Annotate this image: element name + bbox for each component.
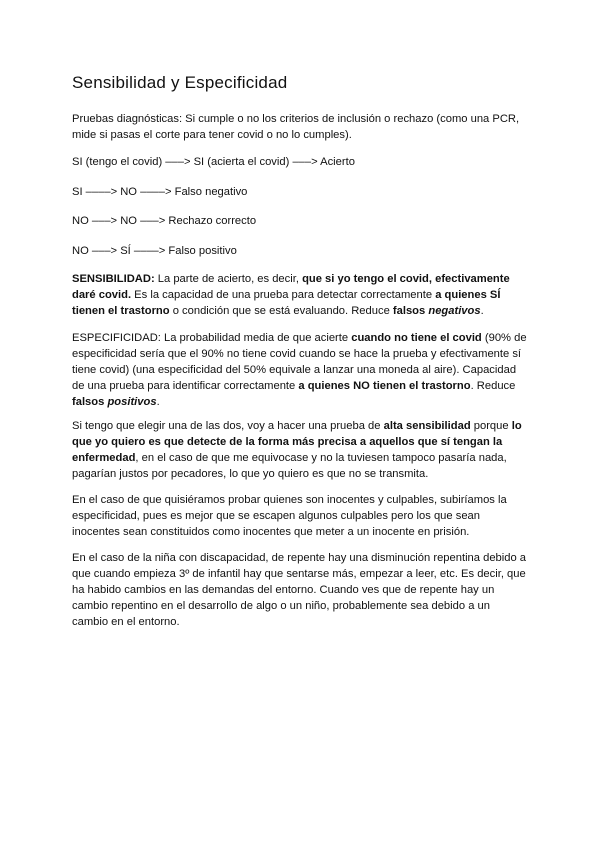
- eleccion-text-3: , en el caso de que me equivocase y no la tuviesen tampoco pasaría nada, pagarían justos por pecadores, lo que yo quiero es que no se transmita.: [72, 452, 507, 481]
- eleccion-paragraph: [72, 418, 528, 482]
- sensibilidad-text-2: Es la capacidad de una prueba para detectar correctamente: [131, 289, 436, 302]
- especificidad-paragraph: [72, 330, 528, 410]
- nina-paragraph: En el caso de la niña con discapacidad, de repente hay una disminución repentina debido a que cuando empieza 3º de infantil hay que sentarse más, empezar a leer, etc. Es decir, que ha habido cambios en las demandas del entorno. Cuando ves que de repente hay un cambio repentino en el desarrollo de algo o un niño, probablemente sea debido a un cambio en el entorno.: [72, 552, 527, 629]
- sensibilidad-text-4: .: [480, 305, 484, 318]
- especificidad-bold-italic: positivos: [107, 396, 157, 409]
- especificidad-text-3: . Reduce: [470, 380, 516, 393]
- outcome-line-falso-positivo: NO –––> SÍ ––––> Falso positivo: [72, 245, 237, 257]
- inocentes-paragraph: En el caso de que quisiéramos probar quienes son inocentes y culpables, subiríamos la especificidad, pues es mejor que se escapen algunos culpables pero los que sean inocentes sean constituidos como inocentes que meter a un inocente en prisión.: [72, 494, 507, 539]
- sensibilidad-bold-2: a quienes SÍ tienen el trastorno: [72, 289, 501, 318]
- sensibilidad-bold-1: que si yo tengo el covid, efectivamente daré covid.: [72, 273, 510, 302]
- sensibilidad-paragraph: [72, 271, 528, 319]
- outcome-line-acierto: SI (tengo el covid) –––> SI (acierta el covid) –––> Acierto: [72, 156, 355, 168]
- sensibilidad-text-3: o condición que se está evaluando. Reduce: [169, 305, 393, 318]
- sensibilidad-bold-3: falsos: [392, 305, 429, 318]
- especificidad-text-4: .: [156, 396, 160, 409]
- eleccion-text-1: Si tengo que elegir una de las dos, voy a hacer una prueba de: [72, 420, 384, 432]
- page-title: Sensibilidad y Especificidad: [72, 73, 288, 92]
- eleccion-bold-2: lo que yo quiero es que detecte de la forma más precisa a aquellos que sí tengan la enfermedad: [72, 420, 522, 465]
- sensibilidad-label: SENSIBILIDAD:: [72, 273, 155, 285]
- especificidad-text-2: (90% de especificidad sería que el 90% no tiene covid cuando se hace la prueba y efectivamente sí tiene covid) (una especificidad del 50% equivale a lanzar una moneda al aire). Capacidad de una prueba para identificar correctamente: [72, 332, 527, 393]
- intro-paragraph: Pruebas diagnósticas: Si cumple o no los criterios de inclusión o rechazo (como una PCR, mide si pasas el corte para tener covid o no lo cumples).: [72, 113, 520, 142]
- sensibilidad-text-1: La parte de acierto, es decir,: [154, 273, 303, 285]
- sensibilidad-bold-italic: negativos: [428, 305, 481, 318]
- especificidad-bold-3: falsos: [72, 396, 108, 409]
- outcome-line-falso-negativo: SI ––––> NO ––––> Falso negativo: [72, 186, 248, 198]
- eleccion-text-2: porque: [470, 420, 512, 432]
- especificidad-text-1: ESPECIFICIDAD: La probabilidad media de que acierte: [72, 332, 352, 344]
- especificidad-bold-1: cuando no tiene el covid: [351, 332, 482, 344]
- outcome-line-rechazo-correcto: NO –––> NO –––> Rechazo correcto: [72, 215, 257, 227]
- especificidad-bold-2: a quienes NO tienen el trastorno: [298, 380, 471, 393]
- eleccion-bold-1: alta sensibilidad: [383, 420, 471, 432]
